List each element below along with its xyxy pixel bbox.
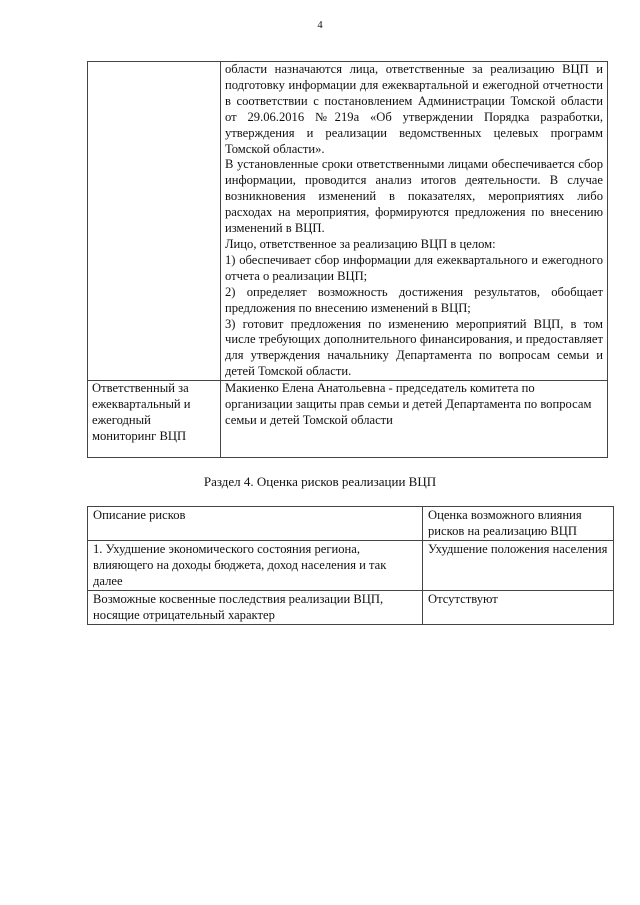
risk-impact-cell: Отсутствуют [423,590,614,624]
responsibility-table [87,61,608,458]
empty-label-cell [88,62,221,381]
procedure-paragraph: 2) определяет возможность достижения результатов, обобщает предложения по внесению изменений в ВЦП; [225,284,603,315]
risk-description-cell: 1. Ухудшение экономического состояния региона, влияющего на доходы бюджета, доход населения и так далее [88,540,423,590]
table-row [88,590,614,624]
monitoring-responsible-cell: Макиенко Елена Анатольевна - председатель комитета по организации защиты прав семьи и детей Департамента по вопросам семьи и детей Томской области [221,381,608,458]
section-title: Раздел 4. Оценка рисков реализации ВЦП [203,474,437,489]
procedure-paragraph: 3) готовит предложения по изменению мероприятий ВЦП, в том числе требующих дополнительного финансирования, и предоставляет для утверждения начальнику Департамента по вопросам семьи и детей Томской области. [225,316,603,379]
risk-impact-cell: Ухудшение положения населения [423,540,614,590]
risk-table [87,506,614,625]
table-row [88,540,614,590]
monitoring-label-cell: Ответственный за ежеквартальный и ежегодный мониторинг ВЦП [88,381,221,458]
procedure-paragraph: В установленные сроки ответственными лицами обеспечивается сбор информации, проводится анализ итогов деятельности. В случае возникновения изменений в показателях, мероприятиях либо расходах на мероприятия, формируются предложения по внесению изменений в ВЦП. [225,157,603,236]
table-row [88,62,608,381]
page-number: 4 [317,20,323,31]
procedure-paragraph: 1) обеспечивает сбор информации для ежеквартального и ежегодного отчета о реализации ВЦП; [225,252,603,283]
table-row [88,381,608,458]
table-header-row [88,507,614,541]
risk-description-cell: Возможные косвенные последствия реализации ВЦП, носящие отрицательный характер [88,590,423,624]
procedure-description-cell [221,62,608,381]
risk-description-header: Описание рисков [88,507,423,541]
procedure-paragraph: области назначаются лица, ответственные за реализацию ВЦП и подготовку информации для ежеквартальной и ежегодной отчетности в соответствии с постановлением Администрации Томской области от 29.06.2016 №219а «Об утверждении Порядка разработки, утверждения и реализации ведомственных целевых программ Томской области». [225,62,603,156]
risk-impact-header: Оценка возможного влияния рисков на реализацию ВЦП [423,507,614,541]
procedure-paragraph: Лицо, ответственное за реализацию ВЦП в целом: [225,236,496,251]
